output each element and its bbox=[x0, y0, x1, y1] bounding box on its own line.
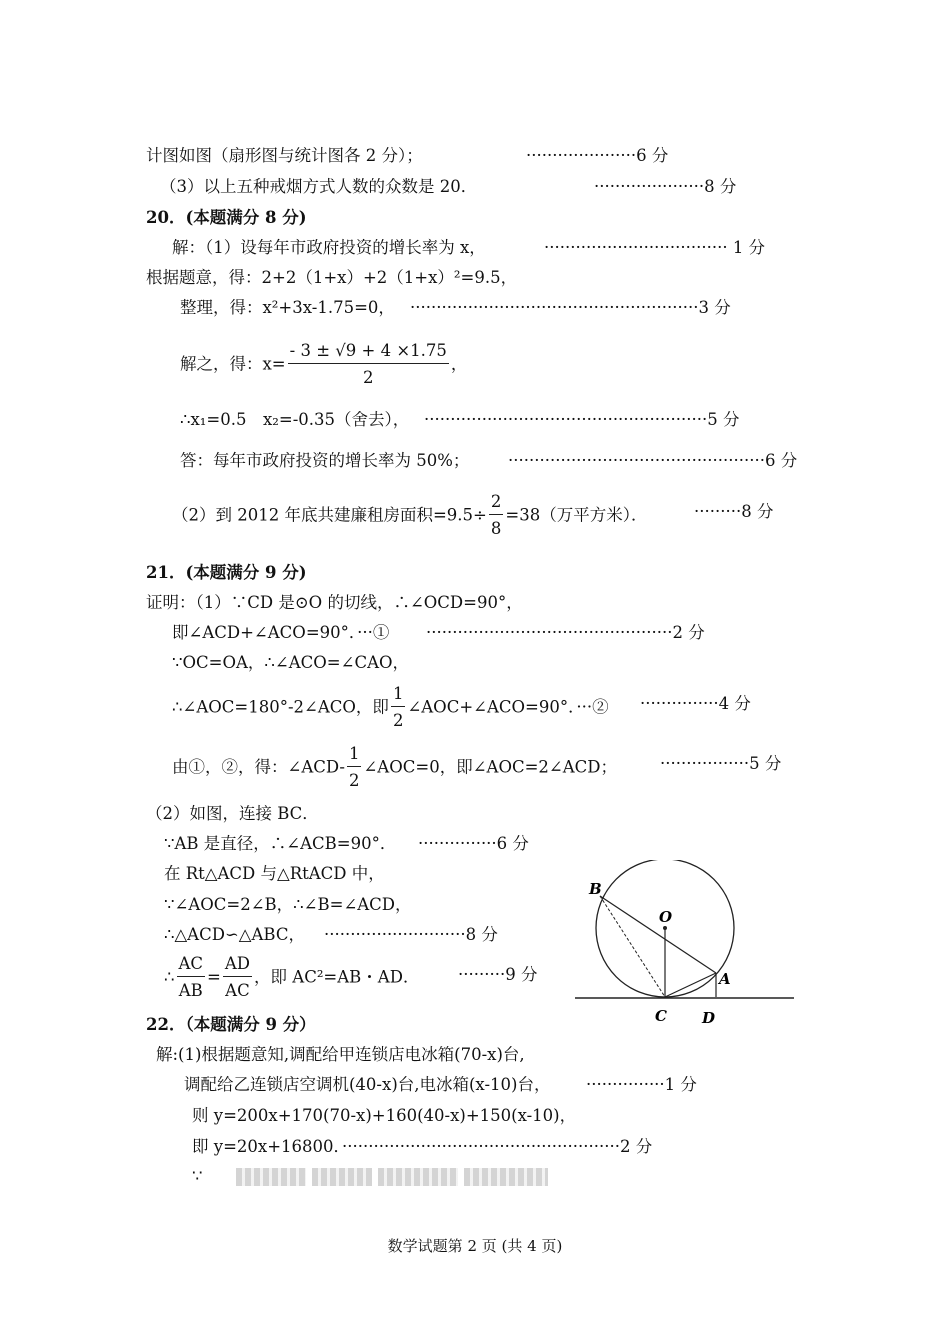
label-c: C bbox=[655, 1007, 667, 1025]
answer-line: ∵AB 是直径，∴∠ACB=90°． bbox=[164, 834, 397, 853]
answer-line: 调配给乙连锁店空调机(40-x)台,电冰箱(x-10)台， bbox=[184, 1075, 551, 1094]
answer-line: ∴x₁=0.5 x₂=-0.35（舍去）， bbox=[180, 410, 410, 429]
score-mark: ·····················6 分 bbox=[526, 146, 669, 165]
because-symbol: ∵ bbox=[192, 1166, 203, 1186]
answer-line bbox=[164, 956, 419, 999]
answer-line bbox=[172, 746, 617, 789]
answer-line bbox=[172, 686, 609, 729]
formula-prefix: 由①，②，得：∠ACD- bbox=[172, 757, 345, 777]
fraction-denominator: 2 bbox=[363, 367, 374, 387]
formula-fraction bbox=[347, 746, 362, 789]
answer-line: 根据题意，得：2+2（1+x）+2（1+x）²=9.5， bbox=[146, 268, 518, 287]
score-mark: ······················································5 分 bbox=[424, 410, 740, 429]
redacted-text bbox=[312, 1168, 372, 1186]
answer-line: 答：每年市政府投资的增长率为 50%； bbox=[180, 451, 470, 470]
formula-prefix: ∴ bbox=[164, 967, 175, 987]
answer-line: 计图如图（扇形图与统计图各 2 分）； bbox=[146, 146, 423, 165]
question-heading: 21．(本题满分 9 分) bbox=[146, 563, 307, 582]
question-heading: 22．（本题满分 9 分） bbox=[146, 1015, 316, 1034]
formula-suffix: =38（万平方米）． bbox=[505, 505, 648, 525]
answer-line: 即 y=20x+16800． bbox=[192, 1137, 351, 1156]
fraction-denominator: 2 bbox=[392, 710, 404, 730]
question-heading: 20．(本题满分 8 分) bbox=[146, 208, 307, 227]
center-point bbox=[663, 926, 667, 930]
formula-suffix: ，即 AC²=AB・AD． bbox=[254, 967, 420, 987]
label-a: A bbox=[719, 970, 731, 988]
redacted-text bbox=[378, 1168, 458, 1186]
diameter-ab bbox=[600, 896, 716, 973]
answer-line: （2）如图，连接 BC． bbox=[146, 804, 319, 823]
score-mark: ·····················································2 分 bbox=[342, 1137, 653, 1156]
answer-line: ∵OC=OA，∴∠ACO=∠CAO， bbox=[172, 653, 410, 672]
score-mark: ···············································2 分 bbox=[426, 623, 705, 642]
score-mark: ·········9 分 bbox=[458, 965, 538, 984]
formula-prefix: （2）到 2012 年底共建廉租房面积=9.5÷ bbox=[172, 505, 487, 525]
fraction-numerator: - 3 ± √9 + 4 ×1.75 bbox=[288, 343, 449, 364]
label-o: O bbox=[659, 908, 673, 926]
label-d: D bbox=[702, 1009, 716, 1027]
answer-line: ∴△ACD∽△ABC， bbox=[164, 925, 305, 944]
answer-line: 解：（1）设每年市政府投资的增长率为 x， bbox=[172, 238, 486, 257]
segment-ca bbox=[665, 973, 716, 997]
page-footer: 数学试题第 2 页 (共 4 页) bbox=[387, 1237, 563, 1255]
answer-line: （3）以上五种戒烟方式人数的众数是 20． bbox=[160, 177, 478, 196]
fraction-denominator: AC bbox=[225, 980, 250, 1000]
fraction-numerator: 1 bbox=[347, 746, 362, 767]
formula-fraction bbox=[177, 956, 206, 999]
answer-line: 解:(1)根据题意知,调配给甲连锁店电冰箱(70-x)台, bbox=[156, 1045, 525, 1064]
geometry-figure bbox=[570, 860, 800, 1030]
formula-prefix: ∴∠AOC=180°-2∠ACO，即 bbox=[172, 697, 389, 717]
answer-line: 证明：（1）∵CD 是⊙O 的切线，∴∠OCD=90°， bbox=[146, 593, 523, 612]
formula-suffix: ∠AOC+∠ACO=90°．···② bbox=[407, 697, 609, 717]
fraction-numerator: 2 bbox=[489, 494, 504, 515]
answer-line bbox=[192, 1168, 554, 1186]
score-mark: ·······················································3 分 bbox=[410, 298, 731, 317]
fraction-denominator: 2 bbox=[348, 770, 360, 790]
answer-line bbox=[180, 343, 467, 386]
answer-line: 在 Rt△ACD 与△RtACD 中， bbox=[164, 864, 385, 883]
answer-line: 整理，得：x²+3x-1.75=0， bbox=[180, 298, 395, 317]
answer-line bbox=[172, 494, 647, 537]
segment-bc bbox=[600, 896, 665, 997]
formula-suffix: ， bbox=[450, 354, 468, 374]
formula-equals: = bbox=[207, 967, 221, 987]
fraction-numerator: AC bbox=[177, 956, 206, 977]
formula-fraction bbox=[489, 494, 504, 537]
score-mark: ··································· 1 分 bbox=[544, 238, 766, 257]
score-mark: ···············6 分 bbox=[418, 834, 529, 853]
score-mark: ···························8 分 bbox=[324, 925, 498, 944]
formula-fraction bbox=[223, 956, 252, 999]
fraction-numerator: AD bbox=[223, 956, 252, 977]
answer-line: 即∠ACD+∠ACO=90°．···① bbox=[172, 623, 390, 642]
score-mark: ···············1 分 bbox=[586, 1075, 697, 1094]
score-mark: ·········8 分 bbox=[694, 502, 774, 521]
score-mark: ···············4 分 bbox=[640, 694, 751, 713]
score-mark: ·················································6 分 bbox=[508, 451, 798, 470]
label-b: B bbox=[589, 880, 602, 898]
fraction-denominator: AB bbox=[178, 980, 203, 1000]
formula-fraction bbox=[288, 343, 449, 386]
redacted-text bbox=[464, 1168, 548, 1186]
formula-suffix: ∠AOC=0，即∠AOC=2∠ACD； bbox=[363, 757, 618, 777]
answer-line: 则 y=200x+170(70-x)+160(40-x)+150(x-10)， bbox=[192, 1106, 577, 1125]
answer-line: ∵∠AOC=2∠B，∴∠B=∠ACD， bbox=[164, 895, 412, 914]
formula-prefix: 解之，得：x= bbox=[180, 354, 286, 374]
fraction-denominator: 8 bbox=[490, 518, 502, 538]
score-mark: ·················5 分 bbox=[660, 754, 782, 773]
formula-fraction bbox=[391, 686, 406, 729]
fraction-numerator: 1 bbox=[391, 686, 406, 707]
redacted-text bbox=[236, 1168, 306, 1186]
score-mark: ·····················8 分 bbox=[594, 177, 737, 196]
